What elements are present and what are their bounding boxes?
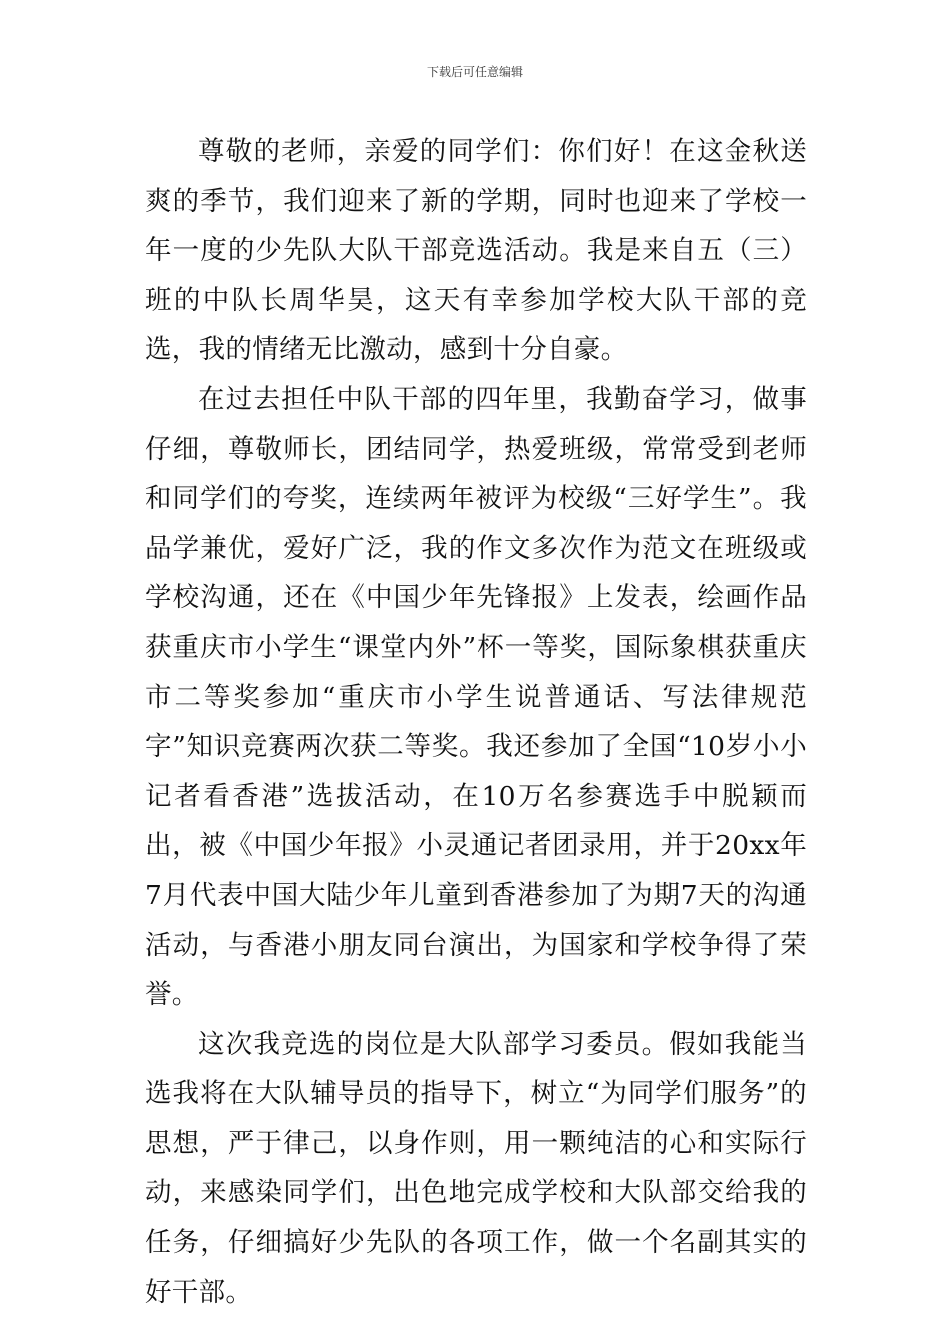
paragraph-greeting: 尊敬的老师，亲爱的同学们：你们好！在这金秋送爽的季节，我们迎来了新的学期，同时也迎来了学校一年一度的少先队大队干部竞选活动。我是来自五（三）班的中队长周华昊，这天有幸参加学校大队干部的竞选，我的情绪无比激动，感到十分自豪。: [145, 136, 807, 366]
header-note: 下载后可任意编辑: [426, 65, 523, 79]
paragraph-position: 这次我竞选的岗位是大队部学习委员。假如我能当选我将在大队辅导员的指导下，树立“为同学们服务”的思想，严于律己，以身作则，用一颗纯洁的心和实际行动，来感染同学们，出色地完成学校和大队部交给我的任务，仔细搞好少先队的各项工作，做一个名副其实的好干部。: [145, 1028, 807, 1308]
document-body: [145, 127, 807, 1317]
paragraph-experience: 在过去担任中队干部的四年里，我勤奋学习，做事仔细，尊敬师长，团结同学，热爱班级，常常受到老师和同学们的夸奖，连续两年被评为校级“三好学生”。我品学兼优，爱好广泛，我的作文多次作为范文在班级或学校沟通，还在《中国少年先锋报》上发表，绘画作品获重庆市小学生“课堂内外”杯一等奖，国际象棋获重庆市二等奖参加“重庆市小学生说普通话、写法律规范字”知识竞赛两次获二等奖。我还参加了全国“10岁小小记者看香港”选拔活动，在10万名参赛选手中脱颖而出，被《中国少年报》小灵通记者团录用，并于20xx年7月代表中国大陆少年儿童到香港参加了为期7天的沟通活动，与香港小朋友同台演出，为国家和学校争得了荣誉。: [145, 383, 807, 1011]
